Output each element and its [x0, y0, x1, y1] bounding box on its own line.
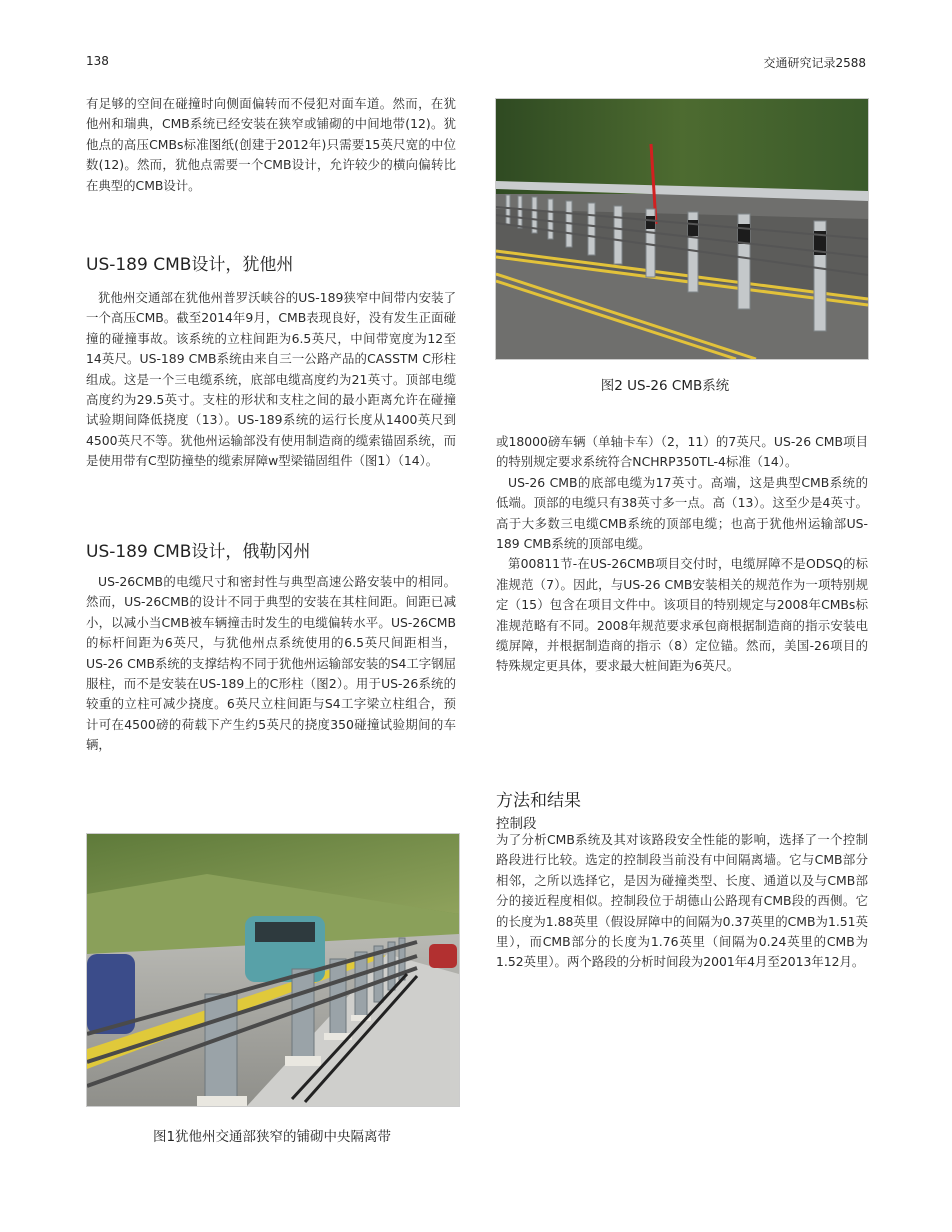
subsection-title-control: 控制段 — [496, 816, 537, 832]
control-section-body — [496, 830, 868, 973]
continuation-paragraph: 或18000磅车辆（单轴卡车）（2，11）的7英尺。US-26 CMB项目的特别规定要求系统符合NCHRP350TL-4标准（14）。 — [496, 434, 868, 470]
figure-1-caption: 图1犹他州交通部狭窄的铺砌中央隔离带 — [152, 1129, 392, 1145]
specification-paragraph: 第00811节-在US-26CMB项目交付时，电缆屏障不是ODSQ的标准规范（7）。因此，与US-26 CMB安装相关的规范作为一项特别规定（15）包含在项目文件中。该项目的特别规定与2008年CMBs标准规范略有不同。2008年规范要求承包商根据制造商的指示安装电缆屏障，并根据制造商的指示（8）定位锚。然而，美国-26项目的特殊规定更具体，要求最大桩间距为6英尺。 — [496, 556, 868, 674]
section-title-utah: US-189 CMB设计，犹他州 — [86, 255, 294, 275]
figure-2-caption: 图2 US-26 CMB系统 — [600, 378, 730, 394]
cable-height-paragraph: US-26 CMB的底部电缆为17英寸。高端，这是典型CMB系统的低端。顶部的电缆只有38英寸多一点。高（13）。这至少是4英寸。高于大多数三电缆CMB系统的顶部电缆；也高于犹他州运输部US-189 CMB系统的顶部电缆。 — [496, 474, 868, 552]
page-number: 138 — [86, 54, 109, 68]
continuation-body — [496, 432, 868, 677]
control-paragraph: 为了分析CMB系统及其对该路段安全性能的影响，选择了一个控制路段进行比较。选定的控制段当前没有中间隔离墙。它与CMB部分相邻，之所以选择它，是因为碰撞类型、长度、通道以及与CMB部分的接近程度相似。控制段位于胡德山公路现有CMB段的西侧。它的长度为1.88英里（假设屏障中的间隔为0.37英里的CMB为1.51英里），而CMB部分的长度为1.76英里（间隔为0.24英里的CMB为1.52英里）。两个路段的分析时间段为2001年4月至2013年12月。 — [496, 832, 868, 970]
intro-paragraph: 有足够的空间在碰撞时向侧面偏转而不侵犯对面车道。然而，在犹他州和瑞典，CMB系统已经安装在狭窄或铺砌的中间地带(12)。犹他点的高压CMBs标准图纸(创建于2012年)只需要15英尺宽的中位数(12)。然而，犹他点需要一个CMB设计，允许较少的横向偏转比在典型的CMB设计。 — [86, 96, 456, 193]
section-title-methods: 方法和结果 — [496, 791, 581, 811]
oregon-section-body — [86, 572, 456, 756]
utah-paragraph: 犹他州交通部在犹他州普罗沃峡谷的US-189狭窄中间带内安装了一个高压CMB。截至2014年9月，CMB表现良好，没有发生正面碰撞的碰撞事故。该系统的立柱间距为6.5英尺，中间带宽度为12至14英尺。US-189 CMB系统由来自三一公路产品的CASSTM C形柱组成。这是一个三电缆系统，底部电缆高度约为21英寸。顶部电缆高度约为29.5英寸。支柱的形状和支柱之间的最小距离允许在碰撞试验期间降低挠度（13）。US-189系统的运行长度从1400英尺到4500英尺不等。犹他州运输部没有使用制造商的缆索锚固系统，而是使用带有C型防撞垫的缆索屏障w型梁锚固组件（图1）（14）。 — [86, 290, 456, 469]
intro-paragraph-block — [86, 94, 456, 196]
figure-2-image — [496, 99, 868, 359]
figure-2-photo — [495, 98, 869, 360]
figure-1-photo — [86, 833, 460, 1107]
figure-1-image — [87, 834, 459, 1106]
utah-section-body — [86, 288, 456, 472]
oregon-paragraph: US-26CMB的电缆尺寸和密封性与典型高速公路安装中的相同。然而，US-26CMB的设计不同于典型的安装在其柱间距。间距已减小，以减小当CMB被车辆撞击时发生的电缆偏转水平。US-26CMB的标杆间距为6英尺，与犹他州点系统使用的6.5英尺间距相当，US-26 CMB系统的支撑结构不同于犹他州运输部安装的S4工字钢屈服柱，而不是安装在US-189上的C形柱（图2）。用于US-26系统的较重的立柱可减少挠度。6英尺立柱间距与S4工字梁立柱组合，预计可在4500磅的荷载下产生约5英尺的挠度350碰撞试验期间的车辆， — [86, 574, 456, 753]
journal-name: 交通研究记录2588 — [763, 56, 866, 70]
section-title-oregon: US-189 CMB设计，俄勒冈州 — [86, 542, 311, 562]
